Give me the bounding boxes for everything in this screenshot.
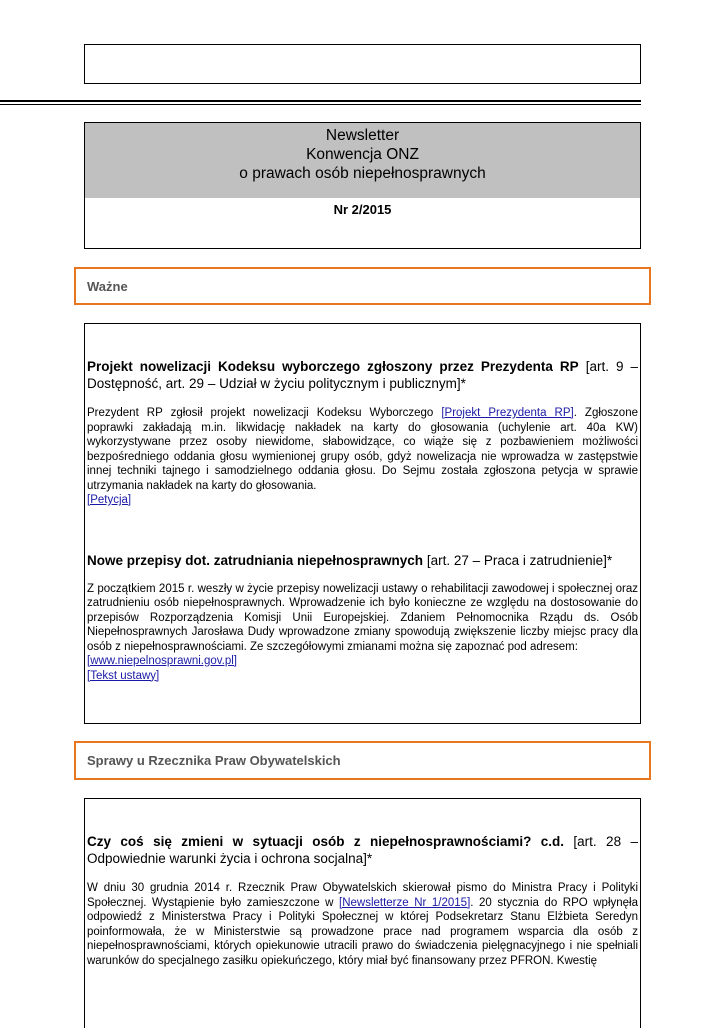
title-line-3: o prawach osób niepełnosprawnych	[239, 165, 486, 182]
article-title: Nowe przepisy dot. zatrudniania niepełnosprawnych [art. 27 – Praca i zatrudnienie]*	[87, 552, 613, 568]
issue-number: Nr 2/2015	[333, 202, 392, 217]
article-body: Prezydent RP zgłosił projekt nowelizacji Kodeksu Wyborczego [Projekt Prezydenta RP]. Zgłoszone poprawki zakładają m.in. likwidację nakładek na karty do głosowania (uchylenie art. 40a KW) wykorzystywane przez osoby niewidome, słabowidzące, co wiąże się z pozbawieniem możliwości bezpośredniego oddania głosu wymienionej grupy osób, gdyż nowelizacja nie wprowadza w zastępstwie innej techniki tajnego i samodzielnego oddania głosu. Do Sejmu została zgłoszona petycja w sprawie utrzymania nakładek na karty do głosowania. [Petycja]	[87, 407, 638, 506]
article-title: Projekt nowelizacji Kodeksu wyborczego zgłoszony przez Prezydenta RP [art. 9 – Dostępność, art. 29 – Udział w życiu politycznym i publicznym]*	[87, 359, 638, 391]
article-body: W dniu 30 grudnia 2014 r. Rzecznik Praw Obywatelskich skierował pismo do Ministra Pracy i Polityki Społecznej. Wystąpienie było zamieszczone w [Newsletterze Nr 1/2015]. 20 stycznia do RPO wpłynęła odpowiedź z Ministerstwa Pracy i Polityki Społecznej w której Podsekretarz Stanu Elżbieta Seredyn poinformowała, że w Ministerstwie są prowadzone prace nad programem wsparcia dla osób z niepełnosprawnościami, których opiekunowie utracili prawo do świadczenia pielęgnacyjnego i nie spełniali warunków do specjalnego zasiłku opiekuńczego, który miał być finansowany przez PFRON. Kwestię	[87, 882, 638, 967]
link-projekt-prezydenta[interactable]: [Projekt Prezydenta RP]	[441, 407, 574, 419]
link-petycja[interactable]: [Petycja]	[87, 494, 132, 506]
content-box-rpo	[84, 798, 641, 1028]
link-newsletter-1[interactable]: [Newsletterze Nr 1/2015]	[339, 896, 471, 909]
link-tekst-ustawy[interactable]: [Tekst ustawy]	[87, 669, 160, 682]
newsletter-header	[84, 122, 641, 249]
newsletter-title-block	[85, 123, 640, 198]
article-body: Z początkiem 2015 r. weszły w życie przepisy nowelizacji ustawy o rehabilitacji zawodowej i społecznej oraz zatrudnieniu osób niepełnosprawnych. Wprowadzenie ich było konieczne ze względu na dostosowanie do przepisów Rozporządzenia Komisji Unii Europejskiej. Zdaniem Pełnomocnika Rządu ds. Osób Niepełnosprawnych Jarosława Dudy wprowadzone zmiany spowodują zwiększenie liczby miejsc pracy dla osób z niepełnosprawnościami. Ze szczegółowymi zmianami można się zapoznać pod adresem: [www.niepelnosprawni.gov.pl] [Tekst ustawy]	[87, 582, 638, 682]
section-heading-rpo	[74, 741, 651, 780]
section-label: Ważne	[87, 278, 128, 294]
content-box-important	[84, 323, 641, 724]
divider-rule-thin	[0, 104, 641, 105]
top-header-box	[84, 44, 641, 84]
divider-rule	[0, 100, 641, 102]
link-niepelnosprawni[interactable]: [www.niepelnosprawni.gov.pl]	[87, 655, 238, 667]
section-label: Sprawy u Rzecznika Praw Obywatelskich	[87, 753, 341, 768]
title-line-2: Konwencja ONZ	[306, 146, 419, 163]
article-title: Czy coś się zmieni w sytuacji osób z niepełnosprawnościami? c.d. [art. 28 – Odpowiednie warunki życia i ochrona socjalna]*	[87, 834, 638, 866]
title-line-1: Newsletter	[325, 127, 400, 144]
section-heading-wazne	[74, 267, 651, 305]
